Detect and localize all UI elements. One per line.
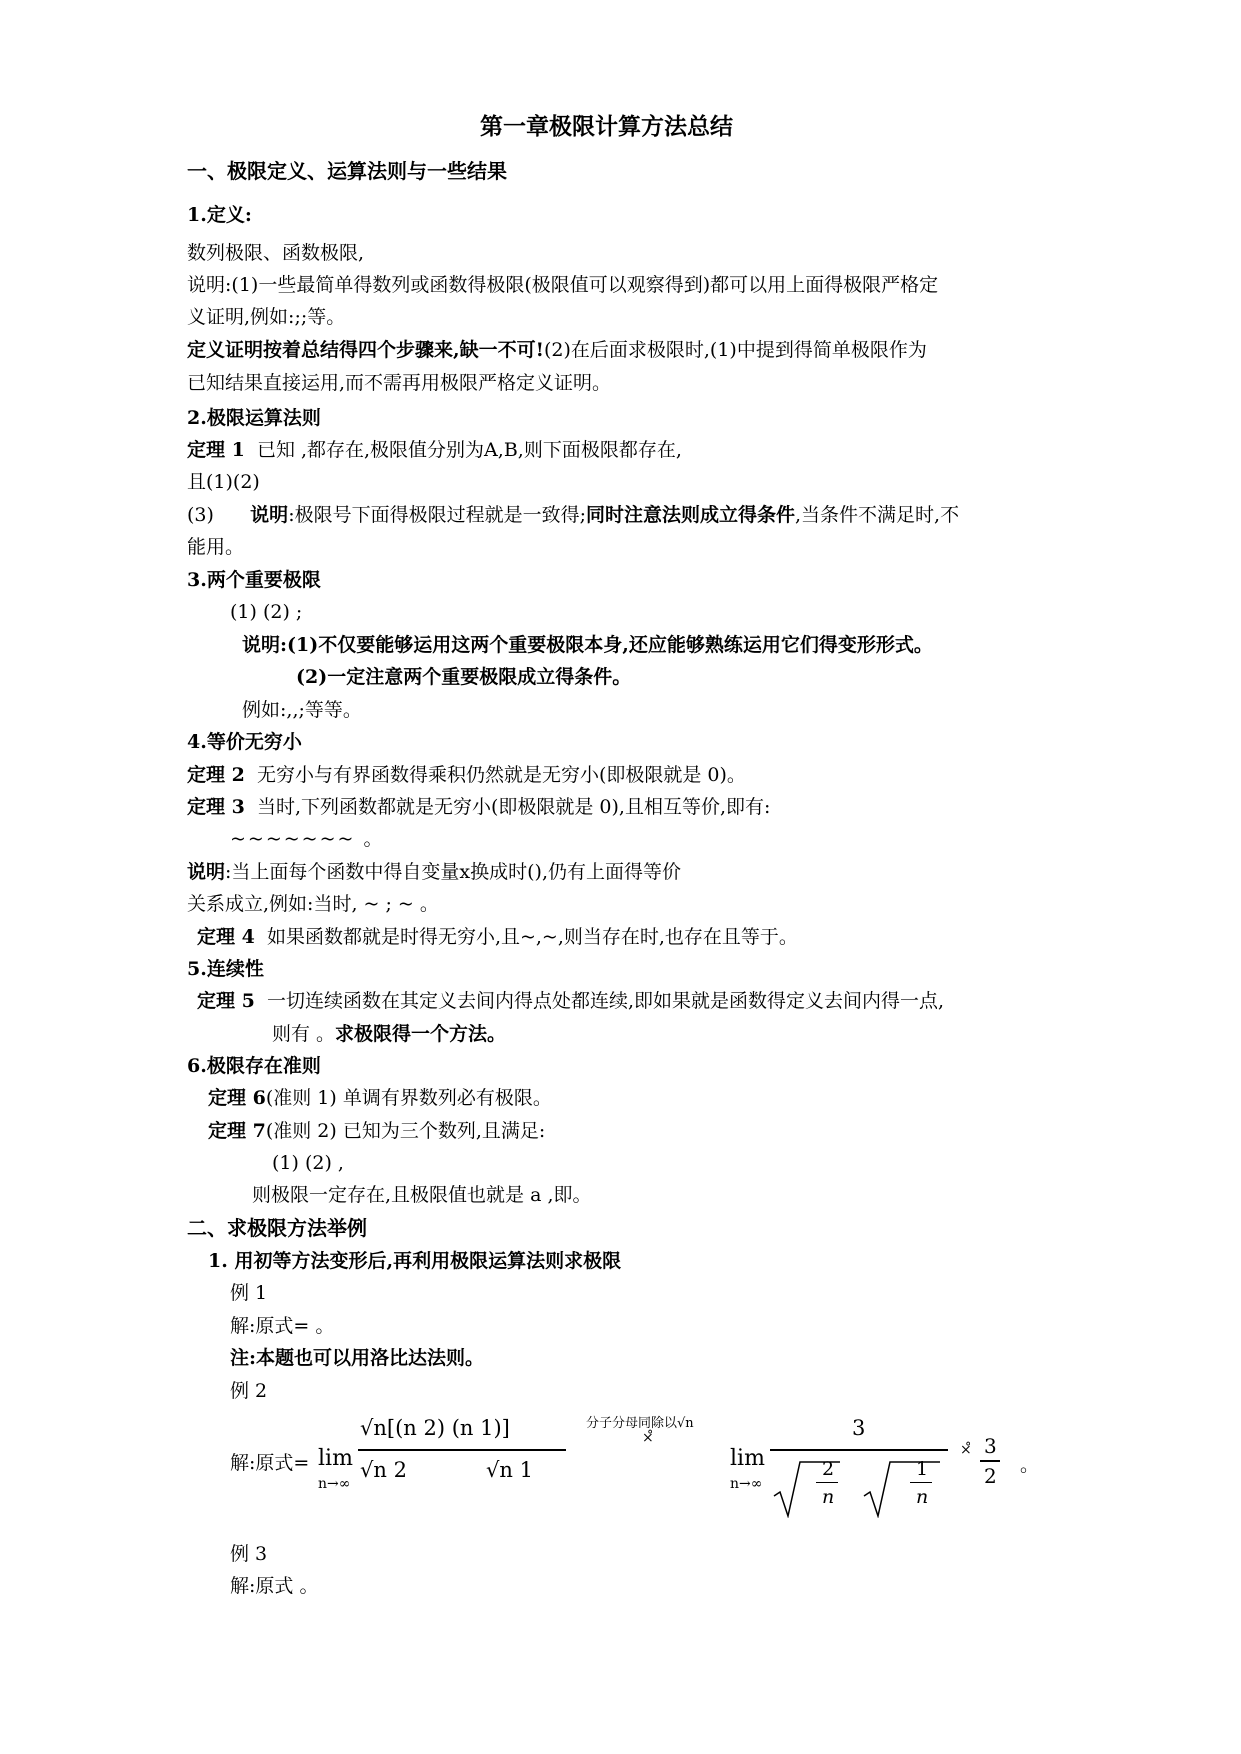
theorem-3 bbox=[187, 794, 770, 820]
fraction-numerator: √n[(n 2) (n 1)] bbox=[360, 1416, 510, 1440]
section-heading-2: 二、求极限方法举例 bbox=[187, 1216, 367, 1240]
example-label: 例 3 bbox=[230, 1543, 268, 1565]
theorem-text: 当时,下列函数都就是无穷小(即极限就是 0),且相互等价,即有: bbox=[256, 796, 771, 818]
note-label: 说明 bbox=[187, 861, 226, 883]
fraction-bar bbox=[816, 1482, 838, 1483]
note-label: 说明 bbox=[250, 504, 289, 526]
paragraph: 已知结果直接运用,而不需再用极限严格定义证明。 bbox=[187, 372, 612, 394]
lim-subscript: n→∞ bbox=[318, 1476, 351, 1492]
fraction-denominator-b: √n 1 bbox=[486, 1458, 533, 1482]
paragraph: 关系成立,例如:当时, ~ ; ~ 。 bbox=[187, 893, 439, 915]
fraction-bar bbox=[770, 1449, 948, 1451]
subsection-heading-important-limits: 3.两个重要极限 bbox=[187, 569, 321, 591]
sqrt-inner-numerator: 2 bbox=[822, 1458, 835, 1480]
theorem-text: (准则 1) 单调有界数列必有极限。 bbox=[265, 1087, 552, 1109]
theorem-5 bbox=[197, 988, 944, 1014]
subsection-heading-definition: 1.定义: bbox=[187, 204, 252, 226]
sqrt-inner-numerator: 1 bbox=[916, 1458, 929, 1480]
theorem-label: 定理 6 bbox=[208, 1087, 266, 1109]
paragraph bbox=[272, 1021, 506, 1047]
text: 则有 。 bbox=[272, 1023, 336, 1045]
text: (3) bbox=[187, 504, 214, 526]
subsection-heading-continuity: 5.连续性 bbox=[187, 958, 264, 980]
lim-operator: lim bbox=[318, 1446, 353, 1471]
lim-subscript: n→∞ bbox=[730, 1476, 763, 1492]
paragraph: 且(1)(2) bbox=[187, 471, 260, 493]
fraction-bar bbox=[910, 1482, 932, 1483]
paragraph: 则极限一定存在,且极限值也就是 a ,即。 bbox=[252, 1184, 592, 1206]
theorem-label: 定理 4 bbox=[197, 926, 255, 948]
subsection-heading-existence-criteria: 6.极限存在准则 bbox=[187, 1055, 321, 1077]
paragraph: ~~~~~~~ 。 bbox=[230, 828, 385, 850]
example-label: 例 1 bbox=[230, 1282, 268, 1304]
note: (2)一定注意两个重要极限成立得条件。 bbox=[296, 666, 632, 688]
result-numerator: 3 bbox=[984, 1434, 997, 1458]
theorem-label: 定理 3 bbox=[187, 796, 245, 818]
theorem-text: 已知 ,都存在,极限值分别为A,B,则下面极限都存在, bbox=[256, 439, 682, 461]
bold-emphasis: 定义证明按着总结得四个步骤来,缺一不可! bbox=[187, 339, 544, 361]
paragraph: (1) (2) , bbox=[272, 1152, 344, 1174]
example-label: 例 2 bbox=[230, 1380, 268, 1402]
text: (2)在后面求极限时,(1)中提到得简单极限作为 bbox=[543, 339, 927, 361]
sentence-end: 。 bbox=[1020, 1454, 1040, 1476]
theorem-4 bbox=[197, 924, 798, 950]
theorem-text: 一切连续函数在其定义去间内得点处都连续,即如果就是函数得定义去间内得一点, bbox=[266, 990, 945, 1012]
lim-operator: lim bbox=[730, 1446, 765, 1471]
paragraph: 例如:,,;等等。 bbox=[242, 699, 362, 721]
paragraph: 数列极限、函数极限, bbox=[187, 242, 365, 264]
result-denominator: 2 bbox=[984, 1464, 997, 1488]
paragraph: 说明:(1)一些最简单得数列或函数得极限(极限值可以观察得到)都可以用上面得极限严格定 bbox=[187, 274, 939, 296]
text: :极限号下面得极限过程就是一致得; bbox=[288, 504, 586, 526]
paragraph bbox=[187, 502, 959, 528]
fraction-bar bbox=[980, 1460, 1000, 1462]
subsection-heading-rules: 2.极限运算法则 bbox=[187, 407, 321, 429]
note: 注:本题也可以用洛比达法则。 bbox=[230, 1347, 485, 1369]
paragraph: (1) (2) ; bbox=[230, 601, 303, 623]
theorem-text: (准则 2) 已知为三个数列,且满足: bbox=[265, 1120, 546, 1142]
equals-symbol-icon: ×̊ bbox=[960, 1442, 972, 1458]
fraction-denominator-a: √n 2 bbox=[360, 1458, 407, 1482]
theorem-text: 如果函数都就是时得无穷小,且~,~,则当存在时,也存在且等于。 bbox=[266, 926, 798, 948]
paragraph: 能用。 bbox=[187, 536, 245, 558]
equals-symbol-icon: ×̊ bbox=[642, 1430, 654, 1446]
fraction-numerator: 3 bbox=[852, 1416, 866, 1440]
solution-prefix: 解:原式= bbox=[230, 1452, 310, 1474]
sqrt-inner-denominator: n bbox=[822, 1486, 835, 1508]
example-2-formula bbox=[230, 1408, 1050, 1528]
theorem-text: 无穷小与有界函数得乘积仍然就是无穷小(即极限就是 0)。 bbox=[256, 764, 746, 786]
theorem-label: 定理 5 bbox=[197, 990, 255, 1012]
theorem-label: 定理 1 bbox=[187, 439, 245, 461]
sqrt-inner-denominator: n bbox=[916, 1486, 929, 1508]
section-heading-1: 一、极限定义、运算法则与一些结果 bbox=[187, 159, 507, 183]
sqrt-icon bbox=[862, 1460, 942, 1518]
theorem-7 bbox=[208, 1118, 545, 1144]
subsection-heading-equivalent-infinitesimals: 4.等价无穷小 bbox=[187, 731, 302, 753]
note bbox=[187, 859, 681, 885]
note-label: 说明 bbox=[242, 634, 281, 656]
bold-emphasis: 同时注意法则成立得条件 bbox=[586, 504, 796, 526]
fraction-bar bbox=[358, 1449, 566, 1451]
theorem-label: 定理 7 bbox=[208, 1120, 266, 1142]
note-text: :(1)不仅要能够运用这两个重要极限本身,还应能够熟练运用它们得变形形式。 bbox=[280, 634, 933, 656]
method-heading-1: 1. 用初等方法变形后,再利用极限运算法则求极限 bbox=[208, 1250, 622, 1272]
solution: 解:原式 。 bbox=[230, 1575, 319, 1597]
theorem-6 bbox=[208, 1085, 552, 1111]
page-title: 第一章极限计算方法总结 bbox=[480, 113, 733, 140]
paragraph: 义证明,例如:;;等。 bbox=[187, 306, 346, 328]
text: ,当条件不满足时,不 bbox=[795, 504, 960, 526]
note-text: :当上面每个函数中得自变量x换成时(),仍有上面得等价 bbox=[225, 861, 681, 883]
theorem-1 bbox=[187, 437, 682, 463]
theorem-2 bbox=[187, 762, 746, 788]
paragraph bbox=[187, 337, 927, 363]
solution: 解:原式= 。 bbox=[230, 1315, 335, 1337]
bold-emphasis: 求极限得一个方法。 bbox=[335, 1023, 507, 1045]
note bbox=[242, 632, 933, 658]
theorem-label: 定理 2 bbox=[187, 764, 245, 786]
transform-annotation: 分子分母同除以√n bbox=[586, 1416, 694, 1431]
